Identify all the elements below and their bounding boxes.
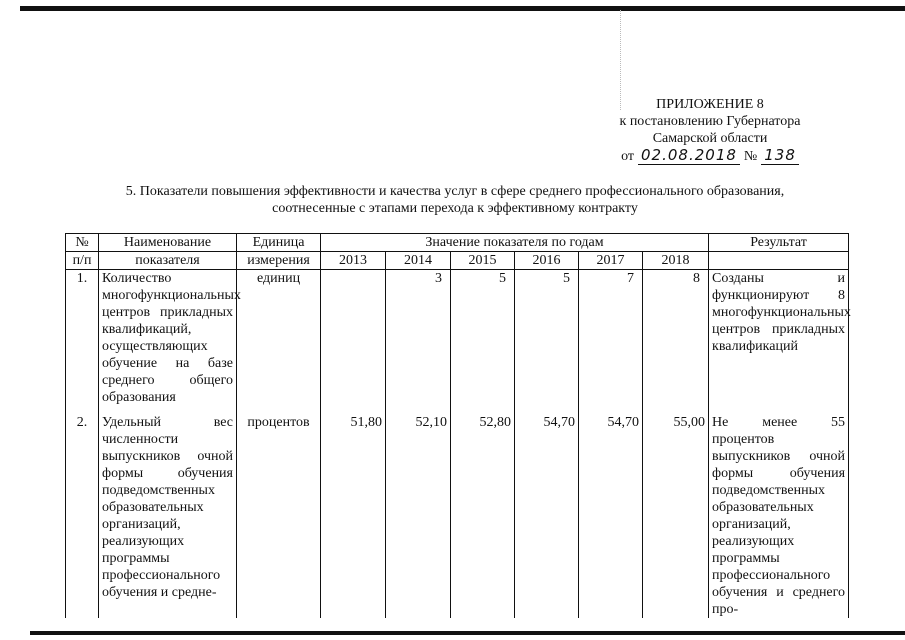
section-title	[60, 183, 850, 217]
value-2018: 55,00	[643, 414, 709, 618]
header-unit: Единица	[237, 234, 321, 252]
value-2013	[321, 270, 386, 407]
value-2014: 3	[386, 270, 451, 407]
header-no: №	[66, 234, 99, 252]
table-header-row	[66, 234, 849, 252]
table-row	[66, 270, 849, 407]
header-result-sub	[709, 252, 849, 270]
section-title-line1: 5. Показатели повышения эффективности и качества услуг в сфере среднего профессионального образования,	[125, 184, 785, 199]
header-result: Результат	[709, 234, 849, 252]
header-name: Наименование	[99, 234, 237, 252]
header-year: 2018	[643, 252, 709, 270]
appendix-date-line	[600, 147, 820, 165]
header-name-sub: показателя	[99, 252, 237, 270]
header-values: Значение показателя по годам	[321, 234, 709, 252]
appendix-line1: к постановлению Губернатора	[619, 114, 801, 129]
indicator-unit: процентов	[237, 414, 321, 618]
header-year: 2015	[451, 252, 515, 270]
scan-bottom-border	[30, 631, 905, 635]
value-2015: 52,80	[451, 414, 515, 618]
value-2016: 54,70	[515, 414, 579, 618]
table-subheader-row	[66, 252, 849, 270]
value-2017: 54,70	[579, 414, 643, 618]
value-2017: 7	[579, 270, 643, 407]
header-year: 2017	[579, 252, 643, 270]
date-prefix: от	[621, 149, 635, 164]
value-2015: 5	[451, 270, 515, 407]
header-year: 2014	[386, 252, 451, 270]
header-unit-sub: измерения	[237, 252, 321, 270]
value-2014: 52,10	[386, 414, 451, 618]
header-no-sub: п/п	[66, 252, 99, 270]
indicator-name: Количество многофункциональных центров прикладных квалификаций, осуществляющих обучение на базе среднего общего образования	[99, 270, 237, 407]
indicator-name: Удельный вес численности выпускников очной формы обучения подведомственных образовательных организаций, реализующих программы профессионального обучения и средне-	[99, 414, 237, 618]
appendix-title: ПРИЛОЖЕНИЕ 8	[656, 97, 764, 112]
indicators-table	[65, 233, 849, 618]
section-title-line2: соотнесенные с этапами перехода к эффективному контракту	[272, 201, 638, 216]
indicator-result: Не менее 55 процентов выпускников очной формы обучения подведомственных образовательных организаций, реализующих программы профессионального обучения и среднего про-	[709, 414, 849, 618]
number-prefix: №	[743, 149, 758, 164]
header-year: 2016	[515, 252, 579, 270]
indicator-result: Созданы и функционируют 8 многофункциональных центров прикладных квалификаций	[709, 270, 849, 407]
handwritten-number: 138	[761, 147, 799, 165]
value-2013: 51,80	[321, 414, 386, 618]
value-2018: 8	[643, 270, 709, 407]
appendix-block	[600, 96, 820, 165]
header-year: 2013	[321, 252, 386, 270]
handwritten-date: 02.08.2018	[638, 147, 740, 165]
value-2016: 5	[515, 270, 579, 407]
table-row	[66, 414, 849, 618]
row-number: 2.	[66, 414, 99, 618]
row-spacer	[66, 406, 849, 414]
appendix-line2: Самарской области	[652, 131, 768, 146]
row-number: 1.	[66, 270, 99, 407]
scan-top-border	[20, 6, 905, 11]
scan-artifact-line	[620, 10, 621, 110]
indicator-unit: единиц	[237, 270, 321, 407]
